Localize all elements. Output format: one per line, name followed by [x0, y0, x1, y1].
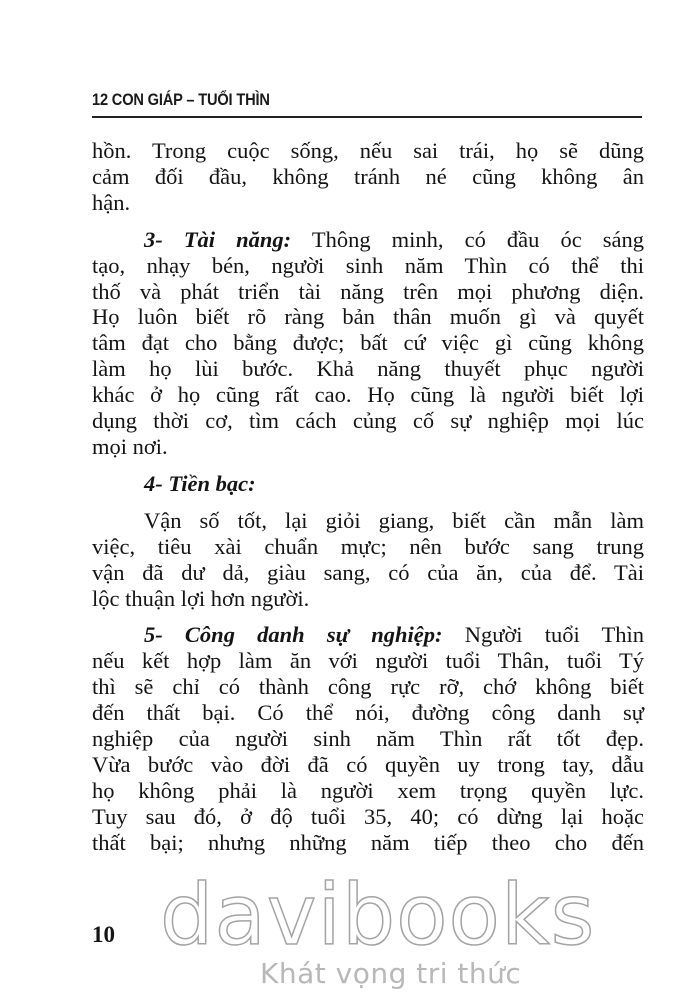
text-line: Họ luôn biết rõ ràng bản thân muốn gì và quyết — [92, 304, 644, 330]
running-header — [92, 86, 642, 118]
text-line: vận đã dư dả, giàu sang, có của ăn, của để. Tài — [92, 559, 644, 585]
text-line: mọi nơi. — [92, 433, 168, 459]
header-title: 12 CON GIÁP – TUỔI THÌN — [92, 90, 270, 109]
text-run: Người tuổi Thìn — [442, 622, 644, 648]
body-text — [92, 138, 644, 856]
text-line: Tuy sau đó, ở độ tuổi 35, 40; có dừng lại hoặc — [92, 803, 644, 829]
watermark-logo: davibooks — [160, 866, 596, 964]
text-line: thì sẽ chỉ có thành công rực rỡ, chớ không biết — [92, 674, 644, 700]
text-line: hận. — [92, 189, 131, 215]
text-line: tạo, nhạy bén, người sinh năm Thìn có thể thi — [92, 252, 644, 278]
text-line: nghiệp của người sinh năm Thìn rất tốt đẹp. — [92, 726, 644, 752]
text-run: Thông minh, có đầu óc sáng — [291, 226, 644, 252]
text-line: làm họ lùi bước. Khả năng thuyết phục người — [92, 356, 644, 382]
text-line: việc, tiêu xài chuẩn mực; nên bước sang trung — [92, 533, 644, 559]
text-line: nếu kết hợp làm ăn với người tuổi Thân, tuổi Tý — [92, 648, 644, 674]
paragraph-first-line — [92, 622, 644, 648]
section-heading-money: 4- Tiền bạc: — [144, 470, 256, 496]
section-heading-talent: 3- Tài năng: — [144, 226, 292, 252]
text-line: đến thất bại. Có thể nói, đường công danh sự — [92, 700, 644, 726]
section-heading-career: 5- Công danh sự nghiệp: — [144, 622, 443, 648]
text-line: dụng thời cơ, tìm cách củng cố sự nghiệp mọi lúc — [92, 408, 644, 434]
text-line: thất bại; nhưng những năm tiếp theo cho đến — [92, 829, 644, 855]
text-line: cảm đối đầu, không tránh né cũng không ân — [92, 163, 644, 189]
text-line: tâm đạt cho bằng được; bất cứ việc gì cũng không — [92, 330, 644, 356]
text-line: khác ở họ cũng rất cao. Họ cũng là người biết lợi — [92, 382, 644, 408]
text-line: họ không phải là người xem trọng quyền lực. — [92, 777, 644, 803]
text-line: Vừa bước vào đời đã có quyền uy trong tay, dẫu — [92, 751, 644, 777]
page-number: 10 — [92, 922, 115, 947]
paragraph-first-line — [92, 227, 644, 253]
text-line: lộc thuận lợi hơn người. — [92, 585, 310, 611]
text-line: hồn. Trong cuộc sống, nếu sai trái, họ sẽ dũng — [92, 138, 644, 163]
paragraph-first-line: Vận số tốt, lại giỏi giang, biết cần mẫn làm — [144, 507, 644, 533]
text-line: thố và phát triển tài năng trên mọi phương diện. — [92, 278, 644, 304]
watermark-tagline: Khát vọng tri thức — [260, 957, 522, 990]
